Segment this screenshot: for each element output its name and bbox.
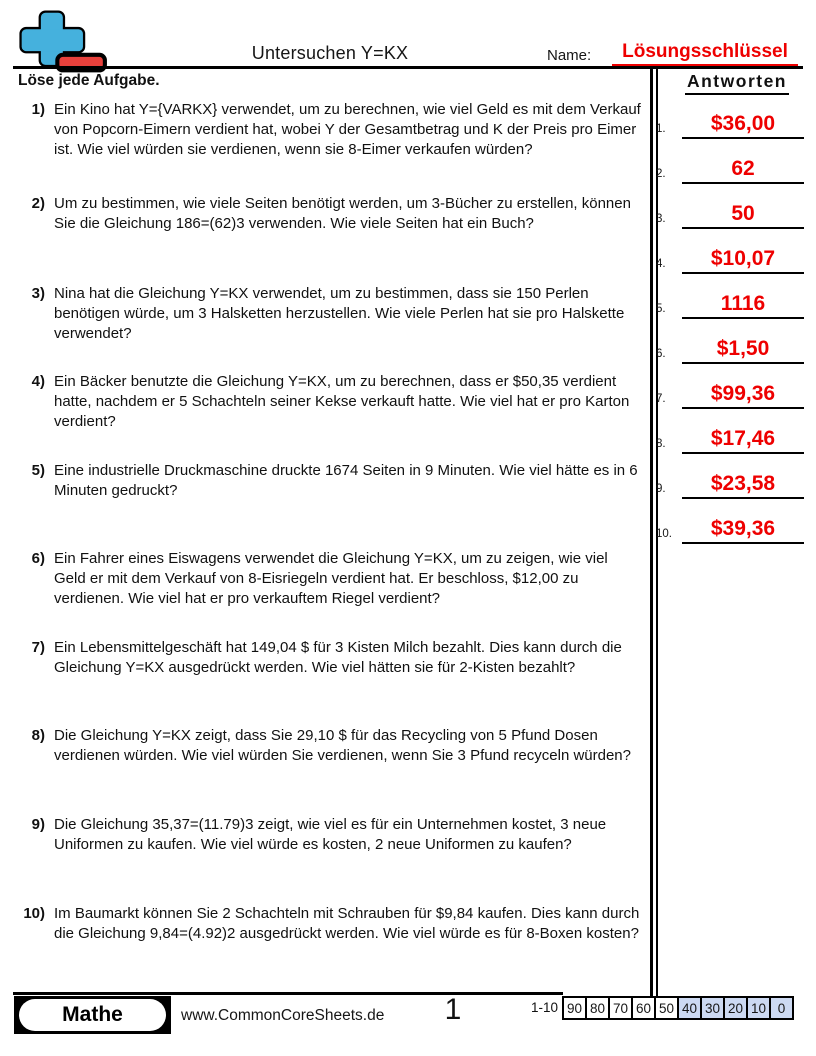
problem-text: Die Gleichung 35,37=(11.79)3 zeigt, wie viel es für ein Unternehmen kostet, 3 neue Uniformen zu kaufen. Wie viel würde es kosten, 2 neue Uniformen zu kaufen? [54, 816, 607, 853]
worksheet-title: Untersuchen Y=KX [251, 43, 409, 63]
problem-text: Die Gleichung Y=KX zeigt, dass Sie 29,10 $ für das Recycling von 5 Pfund Dosen verdienen würden. Wie viel würden Sie verdienen, wenn Sie 3 Pfund recyceln würden? [54, 727, 631, 764]
problem-row-1 [18, 100, 650, 160]
score-cell: 0 [769, 996, 794, 1020]
score-cell: 90 [562, 996, 587, 1020]
answer-number: 2. [656, 168, 666, 180]
problem-text: Um zu bestimmen, wie viele Seiten benötigt werden, um 3-Bücher zu erstellen, können Sie die Gleichung 186=(62)3 verwenden. Wie viele Seiten hat ein Buch? [54, 195, 631, 232]
problem-number: 9) [31, 816, 45, 833]
problem-row-9 [18, 815, 650, 855]
answer-number: 6. [656, 348, 666, 360]
answer-row-9 [652, 462, 810, 499]
problem-row-6 [18, 549, 650, 609]
problem-number: 5) [31, 462, 45, 479]
problem-text: Nina hat die Gleichung Y=KX verwendet, um zu bestimmen, dass sie 150 Perlen benötigen würde, um 3 Halsketten herzustellen. Wie viele Perlen hat sie pro Halskette verwendet? [54, 285, 625, 342]
answer-number: 3. [656, 213, 666, 225]
score-cell: 80 [585, 996, 610, 1020]
answer-row-4 [652, 237, 810, 274]
answer-value: $99,36 [682, 382, 804, 409]
answer-value: 62 [682, 157, 804, 184]
score-range-label: 1-10 [530, 1000, 558, 1015]
answers-title: Antworten [662, 71, 812, 92]
answer-row-8 [652, 417, 810, 454]
problem-number: 10) [23, 905, 45, 922]
problem-number: 6) [31, 550, 45, 567]
problem-text: Im Baumarkt können Sie 2 Schachteln mit Schrauben für $9,84 kaufen. Dies kann durch die Gleichung 9,84=(4.92)2 ausgedrückt werden. Wie viel würde es für 8-Boxen kosten? [54, 905, 640, 942]
problem-number: 2) [31, 195, 45, 212]
answer-value: $39,36 [682, 517, 804, 544]
score-table [562, 996, 794, 1020]
answer-row-2 [652, 147, 810, 184]
score-cell: 20 [723, 996, 748, 1020]
answer-row-5 [652, 282, 810, 319]
answer-value: $36,00 [682, 112, 804, 139]
problem-row-2 [18, 194, 650, 234]
website-text: www.CommonCoreSheets.de [181, 1007, 385, 1024]
problem-row-10 [18, 904, 650, 944]
score-cell: 40 [677, 996, 702, 1020]
answer-row-3 [652, 192, 810, 229]
problem-text: Ein Lebensmittelgeschäft hat 149,04 $ für 3 Kisten Milch bezahlt. Dies kann durch die Gleichung Y=KX ausgedrückt werden. Wie viel hätten sie für 2-Kisten bezahlt? [54, 639, 622, 676]
problem-row-8 [18, 726, 650, 766]
answer-row-10 [652, 507, 810, 544]
page-number: 1 [444, 993, 462, 1026]
problem-row-5 [18, 461, 650, 501]
answer-value: 50 [682, 202, 804, 229]
answer-value: $17,46 [682, 427, 804, 454]
problem-number: 1) [31, 101, 45, 118]
answer-number: 1. [656, 123, 666, 135]
name-label: Name: [547, 47, 592, 64]
score-cell: 10 [746, 996, 771, 1020]
problem-text: Eine industrielle Druckmaschine druckte 1674 Seiten in 9 Minuten. Wie viel hätte es in 6 Minuten gedruckt? [54, 462, 638, 499]
problem-text: Ein Kino hat Y={VARKX} verwendet, um zu berechnen, wie viel Geld es mit dem Verkauf von Popcorn-Eimern verdient hat, wobei Y der Gesamtbetrag und K der Preis pro Eimer ist. Wie viel würden sie verdienen, wenn sie 8-Eimer verkaufen würden? [54, 101, 641, 158]
answer-number: 9. [656, 483, 666, 495]
problem-row-7 [18, 638, 650, 678]
answer-row-7 [652, 372, 810, 409]
problem-row-3 [18, 284, 650, 344]
subject-badge-label: Mathe [19, 999, 166, 1031]
answer-row-6 [652, 327, 810, 364]
plus-minus-logo-icon [14, 10, 108, 74]
problem-number: 4) [31, 373, 45, 390]
subject-badge [14, 996, 171, 1034]
answer-value: $10,07 [682, 247, 804, 274]
answer-number: 4. [656, 258, 666, 270]
answer-number: 5. [656, 303, 666, 315]
score-cell: 30 [700, 996, 725, 1020]
score-cell: 60 [631, 996, 656, 1020]
answer-number: 7. [656, 393, 666, 405]
answer-row-1 [652, 102, 810, 139]
score-cell: 50 [654, 996, 679, 1020]
answer-number: 10. [656, 528, 672, 540]
problem-row-4 [18, 372, 650, 432]
instruction-text: Löse jede Aufgabe. [18, 72, 160, 89]
answer-key-label: Lösungsschlüssel [612, 41, 798, 66]
problem-text: Ein Fahrer eines Eiswagens verwendet die Gleichung Y=KX, um zu zeigen, wie viel Geld er mit dem Verkauf von 8-Eisriegeln verdient hat. Er beschloss, $12,00 zu verdienen. Wie viel hat er pro verkauftem Riegel verdient? [54, 550, 608, 607]
problem-number: 7) [31, 639, 45, 656]
answer-number: 8. [656, 438, 666, 450]
problem-number: 8) [31, 727, 45, 744]
score-cell: 70 [608, 996, 633, 1020]
problem-text: Ein Bäcker benutzte die Gleichung Y=KX, um zu berechnen, dass er $50,35 verdient hatte, nachdem er 5 Schachteln seiner Kekse verkauft hatte. Wie viel hat er pro Karton verdient? [54, 373, 630, 430]
answer-value: 1116 [682, 292, 804, 319]
problem-number: 3) [31, 285, 45, 302]
answer-value: $1,50 [682, 337, 804, 364]
answer-value: $23,58 [682, 472, 804, 499]
header-divider [13, 66, 803, 69]
